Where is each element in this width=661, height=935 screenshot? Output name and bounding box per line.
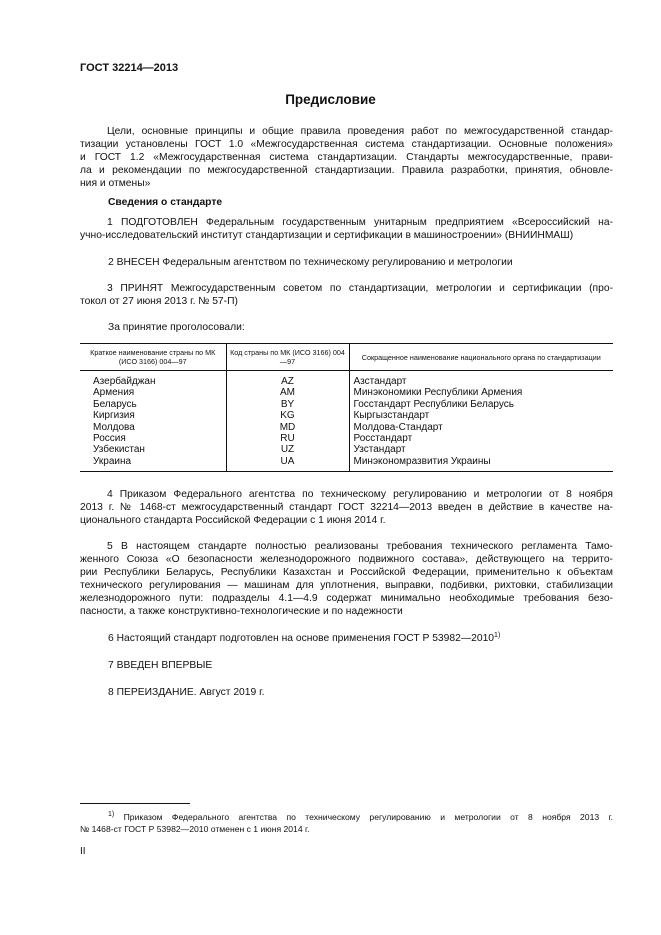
code-cell: UA <box>226 456 349 472</box>
footnote-line: № 1468-ст ГОСТ Р 53982—2010 отменен с 1 июня 2014 г. <box>80 823 310 834</box>
country-cell: Молдова <box>93 421 135 433</box>
column-header-body: Сокращенное наименование национального органа по стандартизации <box>349 344 613 371</box>
code-cell: BY <box>226 399 349 410</box>
table-header-row <box>80 344 613 371</box>
vote-label: За принятие проголосовали: <box>108 322 245 333</box>
footnote <box>80 812 613 835</box>
text-line: ла и рекомендации по межгосударственной стандартизации. Правила разработки, принятия, обновле- <box>80 165 613 176</box>
text-line: и ГОСТ 1.2 «Межгосударственная система стандартизации. Стандарты межгосударственные, прави- <box>80 152 613 163</box>
text-line: 1 ПОДГОТОВЛЕН Федеральным государственным унитарным предприятием «Всероссийский на- <box>107 217 613 228</box>
column-header-country: Краткое наименование страны по МК (ИСО 3166) 004—97 <box>80 344 226 371</box>
body-cell: Минэкономики Республики Армения <box>349 387 613 398</box>
text-line: пасности, а также конструктивно-технологические и по надежности <box>80 606 403 617</box>
page-title: Предисловие <box>285 92 376 107</box>
standard-code: ГОСТ 32214—2013 <box>80 62 179 74</box>
country-cell: Украина <box>80 456 226 472</box>
body-cell: Молдова-Стандарт <box>349 422 613 433</box>
text-line: женного Союза «О безопасности железнодорожного подвижного состава», действующего на террито- <box>80 554 613 565</box>
column-header-code: Код страны по МК (ИСО 3166) 004—97 <box>226 344 349 371</box>
text-line: рии Республики Беларусь, Республики Казахстан и Российской Федерации, применительно к объектам <box>80 567 613 578</box>
body-cell: Кыргызстандарт <box>349 410 613 421</box>
body-cell: Узстандарт <box>349 444 613 455</box>
voting-countries-table <box>80 343 613 472</box>
table-row <box>80 387 613 398</box>
item-7-paragraph: 7 ВВЕДЕН ВПЕРВЫЕ <box>108 660 213 671</box>
code-cell: RU <box>226 433 349 444</box>
section-subheading: Сведения о стандарте <box>108 197 223 208</box>
country-cell: Азербайджан <box>93 376 156 387</box>
body-cell: Росстандарт <box>349 433 613 444</box>
text-line: Цели, основные принципы и общие правила проведения работ по межгосударственной стандар- <box>107 126 613 137</box>
table-row <box>80 410 613 421</box>
body-cell: Госстандарт Республики Беларусь <box>349 399 613 410</box>
body-cell: Азстандарт <box>349 371 613 388</box>
table-row <box>80 422 613 433</box>
table-row <box>80 444 613 455</box>
item-6-text: 6 Настоящий стандарт подготовлен на основе применения ГОСТ Р 53982—2010 <box>108 633 495 644</box>
country-cell: Беларусь <box>93 398 137 410</box>
item-5-paragraph <box>80 540 613 618</box>
footnote-text: Приказом Федерального агентства по техническому регулированию и метрологии от 8 ноября 2013 г. <box>114 812 613 822</box>
item-3-paragraph <box>80 282 613 308</box>
footnote-divider <box>80 803 190 804</box>
page-number: II <box>80 846 86 857</box>
footnote-marker: 1) <box>108 811 115 818</box>
code-cell: MD <box>226 422 349 433</box>
text-line: железнодорожного пути: подразделы 4.1—4.9 содержат минимально необходимые требования безо- <box>80 593 613 604</box>
text-line: учно-исследовательский институт стандартизации и сертификации в машиностроении» (ВНИИНМАШ) <box>80 230 574 241</box>
text-line: 4 Приказом Федерального агентства по техническому регулированию и метрологии от 8 ноября <box>107 489 613 500</box>
text-line: 2013 г. № 1468-ст межгосударственный стандарт ГОСТ 32214—2013 введен в действие в качестве на- <box>80 502 613 513</box>
item-8-paragraph: 8 ПЕРЕИЗДАНИЕ. Август 2019 г. <box>108 687 265 698</box>
footnote-line <box>80 812 613 824</box>
intro-paragraph <box>80 125 613 190</box>
table-row <box>80 456 613 472</box>
code-cell: AM <box>226 387 349 398</box>
country-cell: Армения <box>93 387 135 399</box>
table-row <box>80 399 613 410</box>
code-cell: KG <box>226 410 349 421</box>
table-row <box>80 371 613 388</box>
text-line: ционального стандарта Российской Федерации с 1 июня 2014 г. <box>80 515 386 526</box>
code-cell: AZ <box>226 371 349 388</box>
footnote-reference[interactable]: 1) <box>494 632 501 639</box>
body-cell: Минэкономразвития Украины <box>349 456 613 472</box>
text-line: ния и отмены» <box>80 178 151 189</box>
item-2-paragraph: 2 ВНЕСЕН Федеральным агентством по техническому регулированию и метрологии <box>108 257 513 268</box>
text-line: тизации установлены ГОСТ 1.0 «Межгосударственная система стандартизации. Основные положения» <box>80 139 613 150</box>
table-row <box>80 433 613 444</box>
text-line: токол от 27 июня 2013 г. № 57-П) <box>80 296 238 307</box>
item-6-paragraph <box>108 632 500 645</box>
country-cell: Россия <box>93 433 126 445</box>
item-1-paragraph <box>80 216 613 242</box>
text-line: 5 В настоящем стандарте полностью реализованы требования технического регламента Тамо- <box>107 541 613 552</box>
country-cell: Киргизия <box>93 410 135 422</box>
text-line: технического регулирования — машинам для уплотнения, выправки, подбивки, рихтовки, стабилизации <box>80 580 613 591</box>
text-line: 3 ПРИНЯТ Межгосударственным советом по стандартизации, метрологии и сертификации (про- <box>107 283 613 294</box>
code-cell: UZ <box>226 444 349 455</box>
item-4-paragraph <box>80 488 613 527</box>
country-cell: Узбекистан <box>93 444 145 456</box>
